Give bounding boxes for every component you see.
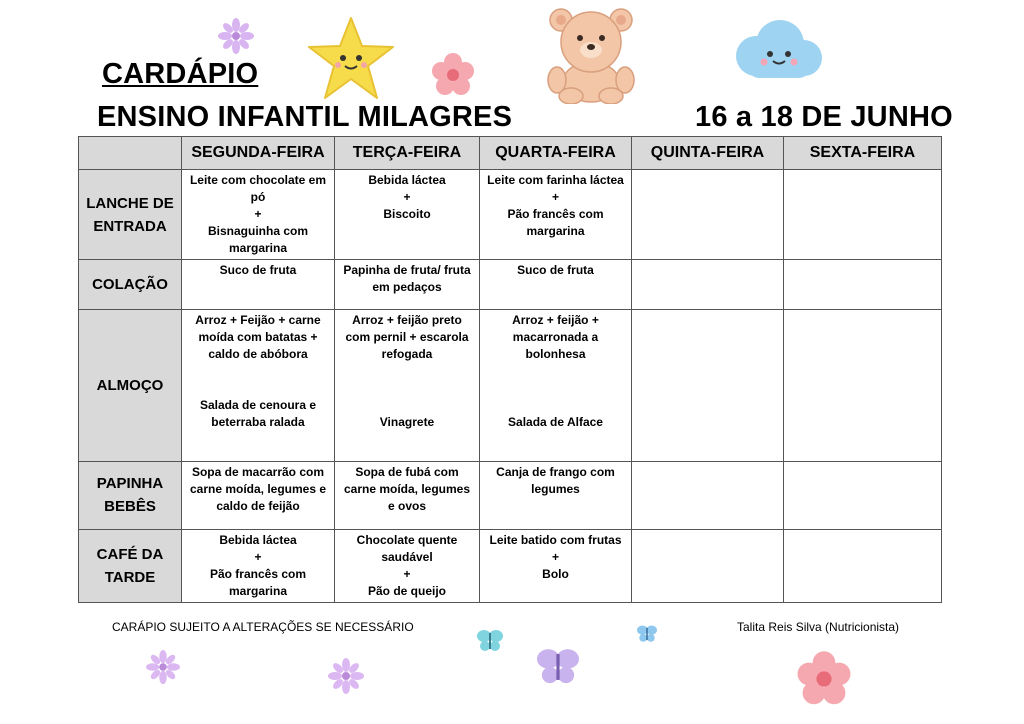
table-row [79,260,942,310]
butterfly-icon [636,624,658,644]
meal-cell: Arroz + feijão preto com pernil + escarola refogada Vinagrete [335,310,480,461]
meal-label: PAPINHA BEBÊS [79,461,182,529]
cloud-icon [728,16,826,86]
meal-cell: Arroz + feijão + macarronada a bolonhesa Salada de Alface [480,310,632,461]
meal-cell: Canja de frango com legumes [480,461,632,529]
table-row [79,170,942,260]
meal-label: CAFÉ DA TARDE [79,529,182,602]
flower-icon [146,650,180,684]
flower-icon [328,658,364,694]
star-icon [305,14,397,102]
day-header: SEGUNDA-FEIRA [182,137,335,170]
meal-cell: Chocolate quente saudável + Pão de queijo [335,529,480,602]
meal-cell: Arroz + Feijão + carne moída com batatas + caldo de abóbora Salada de cenoura e beterraba ralada [182,310,335,461]
meal-cell: Papinha de fruta/ fruta em pedaços [335,260,480,310]
meal-cell: Suco de fruta [480,260,632,310]
flower-icon [218,18,254,54]
menu-table [78,136,942,603]
table-row [79,461,942,529]
header-corner [79,137,182,170]
table-row [79,310,942,461]
meal-cell [632,529,784,602]
meal-label: COLAÇÃO [79,260,182,310]
school-name: ENSINO INFANTIL MILAGRES [97,101,513,133]
meal-cell [784,170,942,260]
butterfly-icon [476,628,504,654]
flower-icon [430,52,476,98]
meal-cell: Sopa de macarrão com carne moída, legumes e caldo de feijão [182,461,335,529]
meal-label: LANCHE DE ENTRADA [79,170,182,260]
meal-label: ALMOÇO [79,310,182,461]
meal-cell: Leite batido com frutas + Bolo [480,529,632,602]
teddy-bear-icon [545,6,637,104]
meal-cell: Leite com chocolate em pó + Bisnaguinha com margarina [182,170,335,260]
menu-dates: 16 a 18 DE JUNHO [695,101,953,133]
meal-cell [784,310,942,461]
day-header: SEXTA-FEIRA [784,137,942,170]
butterfly-icon [535,646,581,688]
meal-cell: Sopa de fubá com carne moída, legumes e ovos [335,461,480,529]
meal-cell [632,461,784,529]
meal-cell [784,260,942,310]
meal-cell: Bebida láctea + Biscoito [335,170,480,260]
meal-cell [632,310,784,461]
disclaimer-note: CARÁPIO SUJEITO A ALTERAÇÕES SE NECESSÁRIO [112,620,414,634]
meal-cell [632,260,784,310]
flower-icon [795,650,853,708]
table-header-row [79,137,942,170]
menu-title: CARDÁPIO [102,58,259,90]
day-header: QUINTA-FEIRA [632,137,784,170]
meal-cell [632,170,784,260]
day-header: QUARTA-FEIRA [480,137,632,170]
meal-cell [784,461,942,529]
meal-cell: Bebida láctea + Pão francês com margarina [182,529,335,602]
meal-cell: Leite com farinha láctea + Pão francês com margarina [480,170,632,260]
day-header: TERÇA-FEIRA [335,137,480,170]
meal-cell [784,529,942,602]
table-row [79,529,942,602]
nutritionist-signature: Talita Reis Silva (Nutricionista) [737,620,900,634]
meal-cell: Suco de fruta [182,260,335,310]
